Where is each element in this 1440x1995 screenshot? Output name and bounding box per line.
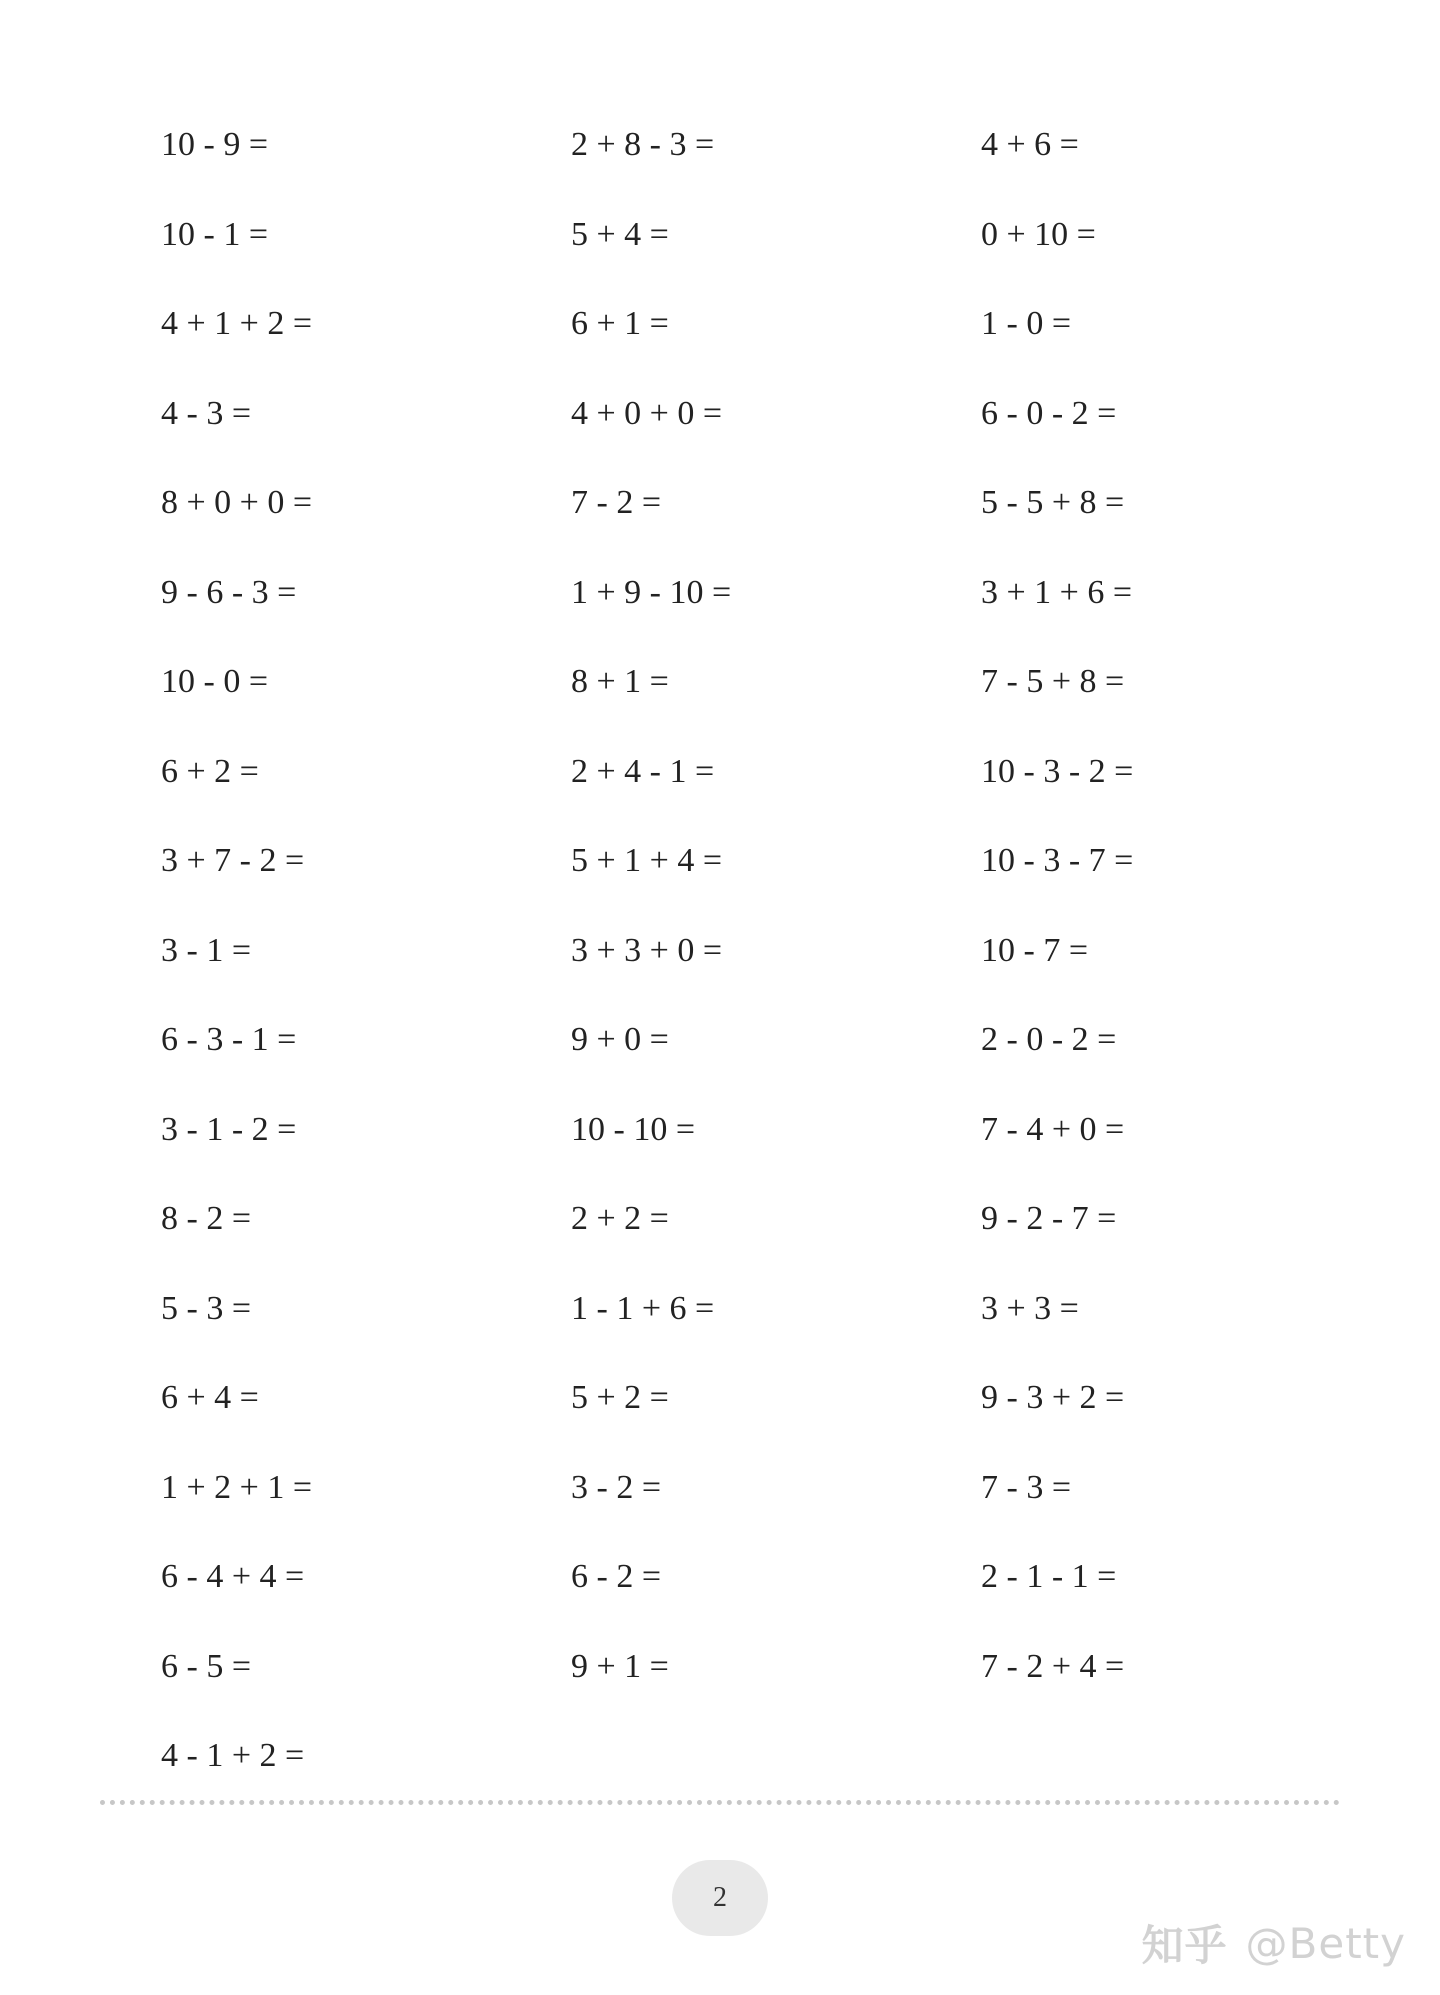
math-problem: 7 - 2 + 4 = bbox=[981, 1647, 1125, 1685]
math-problem: 10 - 0 = bbox=[161, 663, 268, 700]
math-problem: 1 - 1 + 6 = bbox=[571, 1289, 715, 1327]
math-problem: 6 + 1 = bbox=[571, 305, 669, 342]
math-problem: 5 - 3 = bbox=[161, 1289, 251, 1327]
math-problem: 7 - 2 = bbox=[571, 484, 661, 521]
math-problem: 8 + 0 + 0 = bbox=[161, 484, 313, 521]
math-problem: 4 + 1 + 2 = bbox=[161, 305, 313, 342]
math-problem: 5 - 5 + 8 = bbox=[981, 484, 1125, 521]
watermark-handle: @Betty bbox=[1245, 1918, 1406, 1968]
math-problem: 3 - 2 = bbox=[571, 1468, 661, 1506]
math-problem: 6 - 4 + 4 = bbox=[161, 1558, 305, 1595]
math-problem: 2 - 1 - 1 = bbox=[981, 1558, 1117, 1595]
math-problem: 9 - 6 - 3 = bbox=[161, 573, 297, 611]
page-number: 2 bbox=[713, 1882, 727, 1913]
math-problem: 6 + 2 = bbox=[161, 752, 259, 790]
math-problem: 3 + 3 = bbox=[981, 1289, 1079, 1327]
math-problem: 3 + 7 - 2 = bbox=[161, 842, 305, 879]
math-problem: 3 - 1 = bbox=[161, 931, 251, 969]
math-problem: 8 + 1 = bbox=[571, 663, 669, 700]
math-problem: 10 - 10 = bbox=[571, 1110, 695, 1148]
problem-column-3 bbox=[981, 126, 1361, 1751]
watermark-logo: 知乎 bbox=[1141, 1921, 1228, 1970]
math-problem: 8 - 2 = bbox=[161, 1200, 251, 1237]
dotted-divider bbox=[100, 1800, 1340, 1805]
math-problem: 2 + 4 - 1 = bbox=[571, 752, 715, 790]
math-problem: 10 - 3 - 7 = bbox=[981, 842, 1134, 879]
math-problem: 3 + 3 + 0 = bbox=[571, 931, 723, 969]
math-problem: 10 - 1 = bbox=[161, 215, 268, 253]
math-problem: 1 + 2 + 1 = bbox=[161, 1468, 313, 1506]
math-problem: 7 - 5 + 8 = bbox=[981, 663, 1125, 700]
math-problem: 0 + 10 = bbox=[981, 215, 1096, 253]
math-problem: 4 + 6 = bbox=[981, 126, 1079, 163]
math-problem: 9 + 0 = bbox=[571, 1021, 669, 1058]
math-problem: 1 + 9 - 10 = bbox=[571, 573, 732, 611]
math-problem: 6 - 3 - 1 = bbox=[161, 1021, 297, 1058]
page-number-badge bbox=[672, 1860, 768, 1936]
math-problem: 4 + 0 + 0 = bbox=[571, 394, 723, 432]
math-problem: 10 - 9 = bbox=[161, 126, 268, 163]
math-problem: 10 - 3 - 2 = bbox=[981, 752, 1134, 790]
problem-column-1 bbox=[161, 126, 541, 1841]
math-problem: 2 + 2 = bbox=[571, 1200, 669, 1237]
math-problem: 9 + 1 = bbox=[571, 1647, 669, 1685]
math-problem: 9 - 2 - 7 = bbox=[981, 1200, 1117, 1237]
math-problem: 2 - 0 - 2 = bbox=[981, 1021, 1117, 1058]
math-problem: 6 - 5 = bbox=[161, 1647, 251, 1685]
math-problem: 5 + 2 = bbox=[571, 1379, 669, 1416]
watermark bbox=[1142, 1913, 1406, 1973]
math-problem: 4 - 1 + 2 = bbox=[161, 1737, 305, 1774]
math-problem: 3 + 1 + 6 = bbox=[981, 573, 1133, 611]
math-problem: 3 - 1 - 2 = bbox=[161, 1110, 297, 1148]
math-problem: 6 - 0 - 2 = bbox=[981, 394, 1117, 432]
math-problem: 2 + 8 - 3 = bbox=[571, 126, 715, 163]
math-problem: 5 + 1 + 4 = bbox=[571, 842, 723, 879]
math-problem: 7 - 4 + 0 = bbox=[981, 1110, 1125, 1148]
math-problem: 5 + 4 = bbox=[571, 215, 669, 253]
math-problem: 6 - 2 = bbox=[571, 1558, 661, 1595]
math-problem: 4 - 3 = bbox=[161, 394, 251, 432]
math-problem: 7 - 3 = bbox=[981, 1468, 1071, 1506]
math-problem: 10 - 7 = bbox=[981, 931, 1088, 969]
math-problem: 6 + 4 = bbox=[161, 1379, 259, 1416]
math-problem: 9 - 3 + 2 = bbox=[981, 1379, 1125, 1416]
problem-column-2 bbox=[571, 126, 951, 1751]
math-problem: 1 - 0 = bbox=[981, 305, 1071, 342]
